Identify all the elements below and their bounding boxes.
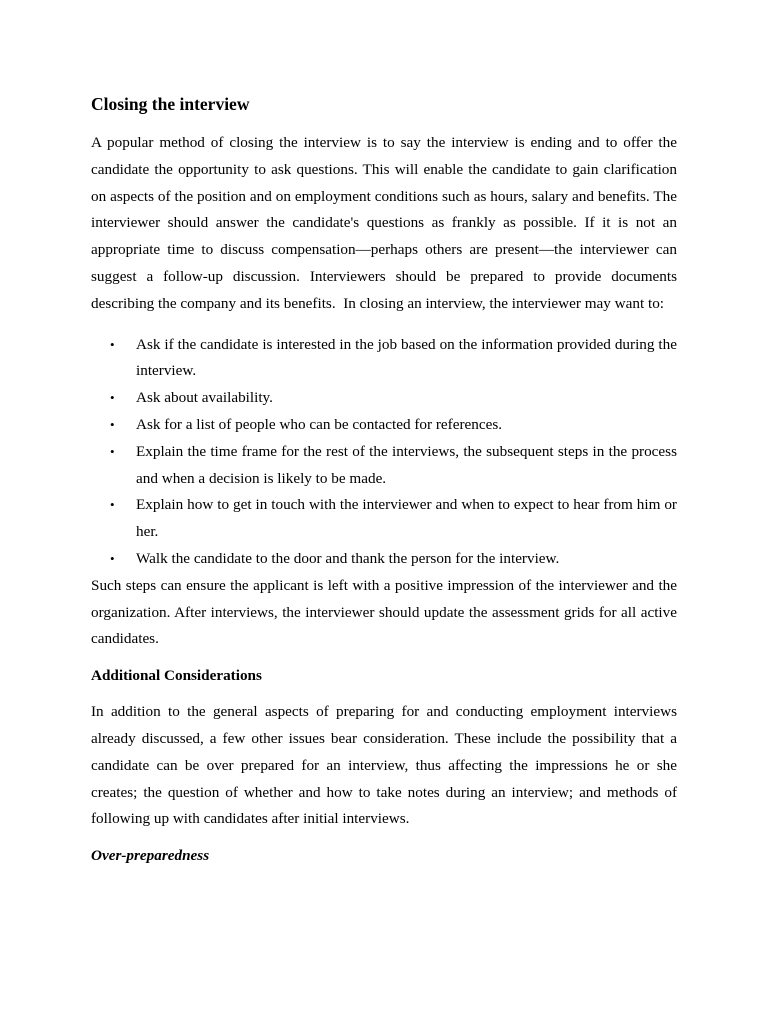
list-item-text: Ask for a list of people who can be contacted for references. bbox=[136, 415, 503, 433]
bullet-icon: • bbox=[110, 336, 115, 352]
closing-steps-list bbox=[91, 332, 677, 573]
list-item-text: Explain the time frame for the rest of the interviews, the subsequent steps in the process and when a decision is likely to be made. bbox=[136, 442, 677, 487]
document-page bbox=[91, 90, 677, 869]
bullet-icon: • bbox=[110, 443, 115, 459]
list-item bbox=[91, 332, 677, 386]
list-item-text: Ask about availability. bbox=[136, 389, 273, 407]
over-preparedness-heading: Over-preparedness bbox=[91, 847, 210, 865]
section-heading: Closing the interview bbox=[91, 94, 250, 114]
list-item bbox=[91, 439, 677, 493]
additional-considerations-paragraph: In addition to the general aspects of preparing for and conducting employment interviews already discussed, a few other issues bear consideration. These include the possibility that a candidate can be over prepared for an interview, thus affecting the impressions he or she creates; the question of whether and how to take notes during an interview; and methods of following up with candidates after initial interviews. bbox=[91, 703, 677, 828]
list-item bbox=[91, 412, 677, 439]
bullet-icon: • bbox=[110, 390, 115, 406]
list-item bbox=[91, 546, 677, 573]
bullet-icon: • bbox=[110, 497, 115, 513]
bullet-icon: • bbox=[110, 550, 115, 566]
list-item-text: Ask if the candidate is interested in the job based on the information provided during the interview. bbox=[136, 335, 677, 380]
additional-considerations-heading: Additional Considerations bbox=[91, 667, 262, 685]
list-item-text: Explain how to get in touch with the interviewer and when to expect to hear from him or her. bbox=[136, 496, 677, 541]
summary-paragraph: Such steps can ensure the applicant is left with a positive impression of the interviewer and the organization. After interviews, the interviewer should update the assessment grids for all active candidates. bbox=[91, 576, 677, 648]
intro-paragraph: A popular method of closing the interview is to say the interview is ending and to offer the candidate the opportunity to ask questions. This will enable the candidate to gain clarification on aspects of the position and on employment conditions such as hours, salary and benefits. The interviewer should answer the candidate's questions as frankly as possible. If it is not an appropriate time to discuss compensation—perhaps others are present—the interviewer can suggest a follow-up discussion. Interviewers should be prepared to provide documents describing the company and its benefits. In closing an interview, the interviewer may want to: bbox=[91, 134, 677, 312]
bullet-icon: • bbox=[110, 416, 115, 432]
list-item-text: Walk the candidate to the door and thank the person for the interview. bbox=[136, 549, 560, 567]
list-item bbox=[91, 492, 677, 546]
list-item bbox=[91, 385, 677, 412]
